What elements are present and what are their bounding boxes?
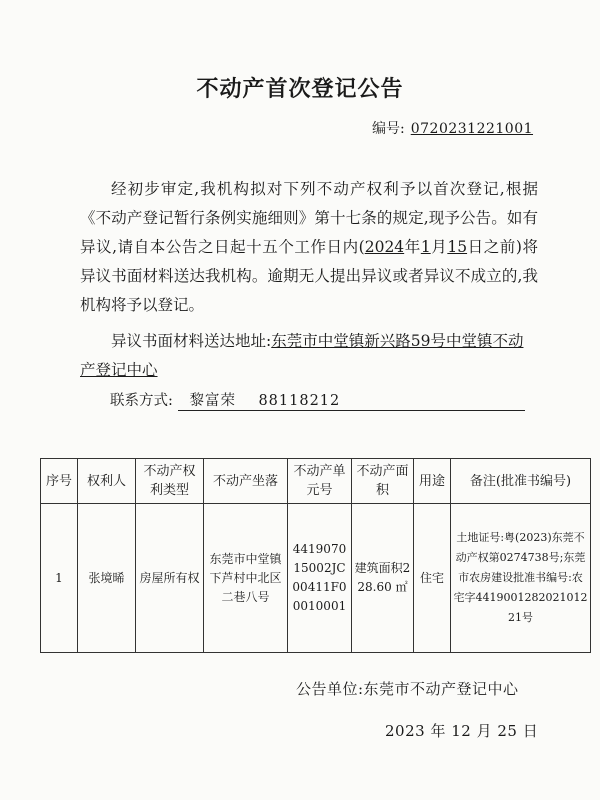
header-area: 不动产面积 — [352, 459, 414, 504]
deadline-month: 1 — [420, 238, 431, 256]
table-row — [41, 504, 591, 653]
header-note: 备注(批准书编号) — [451, 459, 591, 504]
objection-address — [80, 327, 538, 385]
header-right-type: 不动产权利类型 — [136, 459, 204, 504]
contact-info — [110, 389, 525, 411]
body-text-3: 月 — [430, 238, 448, 256]
registration-table — [40, 458, 591, 653]
deadline-year: 2024 — [364, 238, 405, 256]
page-title: 不动产首次登记公告 — [196, 77, 404, 102]
body-text-4: 日之前)将异议书面材料送达我机构。逾期无人提出异议或者异议不成立的,我机构将予以登记。 — [80, 238, 538, 314]
table-header-row — [41, 459, 591, 504]
contact-line — [178, 389, 525, 411]
contact-label: 联系方式: — [110, 393, 173, 409]
header-use: 用途 — [414, 459, 451, 504]
body-text-2: 年 — [404, 238, 421, 256]
cell-area: 建筑面积228.60 ㎡ — [352, 504, 414, 653]
cell-right-type: 房屋所有权 — [136, 504, 204, 653]
serial-value: 0720231221001 — [410, 121, 534, 137]
cell-holder: 张境晞 — [78, 504, 136, 653]
issuer-signature: 公告单位:东莞市不动产登记中心 — [296, 680, 519, 698]
address-value: 东莞市中堂镇新兴路59号中堂镇不动产登记中心 — [80, 332, 524, 379]
notice-paragraph — [80, 175, 538, 320]
serial-label: 编号: — [372, 121, 405, 137]
serial-number — [372, 118, 533, 138]
deadline-day: 15 — [447, 238, 468, 256]
issue-date: 2023 年 12 月 25 日 — [385, 722, 539, 740]
header-no: 序号 — [41, 459, 78, 504]
notice-body — [80, 175, 538, 320]
address-label: 异议书面材料送达地址: — [111, 332, 272, 350]
contact-phone: 88118212 — [258, 393, 341, 409]
cell-note: 土地证号:粤(2023)东莞不动产权第0274738号;东莞市农房建设批准书编号:农宅字441900128202101221号 — [451, 504, 591, 653]
contact-name: 黎富荣 — [189, 393, 236, 409]
header-unit-no: 不动产单元号 — [288, 459, 352, 504]
body-text-1: 经初步审定,我机构拟对下列不动产权利予以首次登记,根据《不动产登记暂行条例实施细则》第十七条的规定,现予公告。如有异议,请自本公告之日起十五个工作日内( — [80, 180, 538, 256]
header-location: 不动产坐落 — [204, 459, 288, 504]
cell-location: 东莞市中堂镇下芦村中北区二巷八号 — [204, 504, 288, 653]
cell-no: 1 — [41, 504, 78, 653]
header-holder: 权利人 — [78, 459, 136, 504]
cell-use: 住宅 — [414, 504, 451, 653]
cell-unit-no: 441907015002JC00411F00010001 — [288, 504, 352, 653]
